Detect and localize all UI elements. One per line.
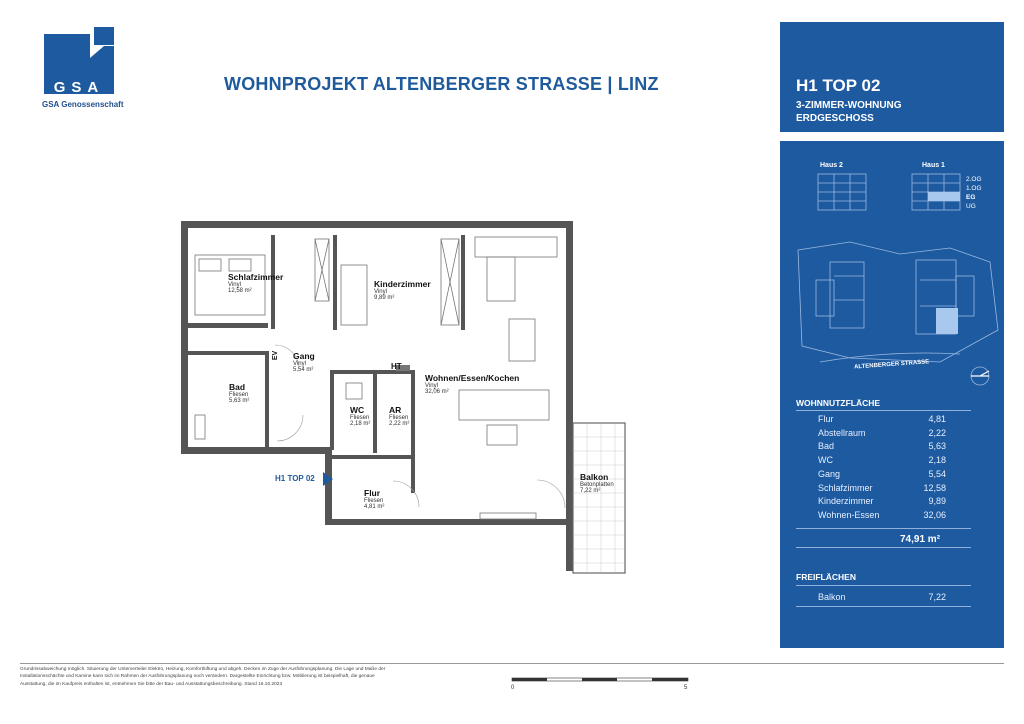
unit-title: H1 TOP 02 <box>796 76 881 95</box>
ev-label: EV <box>272 350 280 361</box>
room-name: Kinderzimmer <box>374 279 431 289</box>
room-ar <box>389 405 409 427</box>
room-name: WC <box>350 405 365 415</box>
living-area-row-value: 32,06 <box>923 509 946 520</box>
room-name: Schlafzimmer <box>228 272 284 282</box>
floor-ug-label: UG <box>966 203 976 210</box>
room-area: 32,06 m² <box>425 389 449 395</box>
scale-bar <box>510 676 692 686</box>
room-material: Vinyl <box>228 282 241 288</box>
unit-floor: ERDGESCHOSS <box>796 113 874 124</box>
outdoor-row-value: 7,22 <box>928 592 946 602</box>
living-area-row <box>818 510 946 520</box>
room-wc <box>350 405 370 427</box>
room-bad <box>229 382 249 404</box>
gsa-logo <box>42 24 122 108</box>
room-name: Flur <box>364 488 381 498</box>
room-name: Balkon <box>580 472 609 482</box>
room-material: Vinyl <box>374 289 387 295</box>
room-area: 2,22 m² <box>389 421 410 427</box>
room-kinderzimmer <box>374 279 431 301</box>
living-area-row-name: Schlafzimmer <box>818 482 873 493</box>
living-area-row-name: Kinderzimmer <box>818 496 874 507</box>
footer-divider <box>20 663 1004 664</box>
unit-type: 3-ZIMMER-WOHNUNG <box>796 100 902 111</box>
living-area-row <box>818 469 946 479</box>
outdoor-row <box>818 592 946 602</box>
room-area: 2,18 m² <box>350 421 371 427</box>
room-material: Fliesen <box>229 392 249 398</box>
room-area: 5,54 m² <box>293 367 314 373</box>
room-area: 7,22 m² <box>580 488 601 494</box>
living-area-row-value: 4,81 <box>928 414 946 424</box>
divider <box>796 585 971 586</box>
living-area-row-name: Wohnen-Essen <box>818 509 880 520</box>
room-material: Vinyl <box>425 383 438 389</box>
room-name: AR <box>389 405 402 415</box>
divider <box>796 528 971 529</box>
living-area-row-value: 9,89 <box>928 496 946 507</box>
outdoor-area-heading: FREIFLÄCHEN <box>796 572 856 582</box>
room-wohnen-essen-kochen <box>425 373 519 395</box>
outdoor-row-name: Balkon <box>818 592 846 602</box>
room-area: 5,63 m² <box>229 398 250 404</box>
living-area-heading: WOHNNUTZFLÄCHE <box>796 398 881 408</box>
living-area-row-name: Bad <box>818 441 835 452</box>
living-area-row-value: 5,54 <box>928 468 946 479</box>
living-area-row-value: 5,63 <box>928 441 946 452</box>
living-area-row-name: WC <box>818 455 833 466</box>
logo-caption: GSA Genossenschaft <box>42 100 124 109</box>
room-balkon <box>580 472 614 494</box>
room-area: 4,81 m² <box>364 504 385 510</box>
living-area-row-name: Flur <box>818 414 834 424</box>
scale-end: 5 <box>684 685 688 691</box>
entrance-arrow-icon <box>322 471 334 487</box>
street-label: ALTENBERGER STRASSE <box>853 359 930 371</box>
room-area: 12,58 m² <box>228 288 252 294</box>
living-area-row <box>818 428 946 438</box>
scale-start: 0 <box>511 685 515 691</box>
floor-1og-label: 1.OG <box>966 185 982 192</box>
ht-label: HT <box>391 362 402 371</box>
divider <box>796 410 971 411</box>
room-material: Fliesen <box>364 498 384 504</box>
room-material: Fliesen <box>389 415 409 421</box>
living-area-row <box>818 455 946 465</box>
living-area-row-value: 2,18 <box>928 455 946 466</box>
total-area: 74,91 m² <box>900 534 941 545</box>
room-name: Bad <box>229 382 246 392</box>
living-area-row-name: Abstellraum <box>818 427 866 438</box>
unit-marker: H1 TOP 02 <box>275 474 315 483</box>
living-area-row-value: 2,22 <box>928 427 946 438</box>
project-title: WOHNPROJEKT ALTENBERGER STRASSE | LINZ <box>224 74 659 94</box>
room-schlafzimmer <box>228 272 283 294</box>
living-area-row <box>818 483 946 493</box>
room-material: Vinyl <box>293 361 306 367</box>
living-area-row <box>818 496 946 506</box>
living-area-row-value: 12,58 <box>923 482 946 493</box>
house-1-label: Haus 1 <box>922 162 945 169</box>
floor-eg-label: EG <box>966 194 976 201</box>
room-name: Gang <box>293 351 315 361</box>
room-material: Betonplatten <box>580 482 614 488</box>
room-flur <box>364 488 384 510</box>
logo-letters: GSA <box>53 79 105 96</box>
living-area-row <box>818 441 946 451</box>
footer-note: Grundrissabweichung möglich. Situierung der Unterverteiler Elektro, Heizung, Komfortlüftung und abgeh. Decken im Zuge der Ausführungsplanung. Die Lage und Maße der Installationsschächte und Kamine kann sich im Rahmen der Ausführungsplanung noch verändern. Dargestellte Einrichtung bzw. Möblierung ist beispielhaft, die genaue Ausstattung, die im Kaufpreis enthalten ist, entnehmen Sie bitte der Bau- und Ausstattungsbeschreibung. Stand 16.10.2023 <box>20 667 386 687</box>
living-area-row-name: Gang <box>818 468 841 479</box>
divider <box>796 547 971 548</box>
floor-2og-label: 2.OG <box>966 176 982 183</box>
room-name: Wohnen/Essen/Kochen <box>425 373 520 383</box>
divider <box>796 606 971 607</box>
living-area-row <box>818 414 946 424</box>
room-area: 9,89 m² <box>374 295 395 301</box>
room-gang <box>293 351 315 373</box>
location-map <box>790 150 1000 390</box>
house-2-label: Haus 2 <box>820 162 843 169</box>
room-material: Fliesen <box>350 415 370 421</box>
